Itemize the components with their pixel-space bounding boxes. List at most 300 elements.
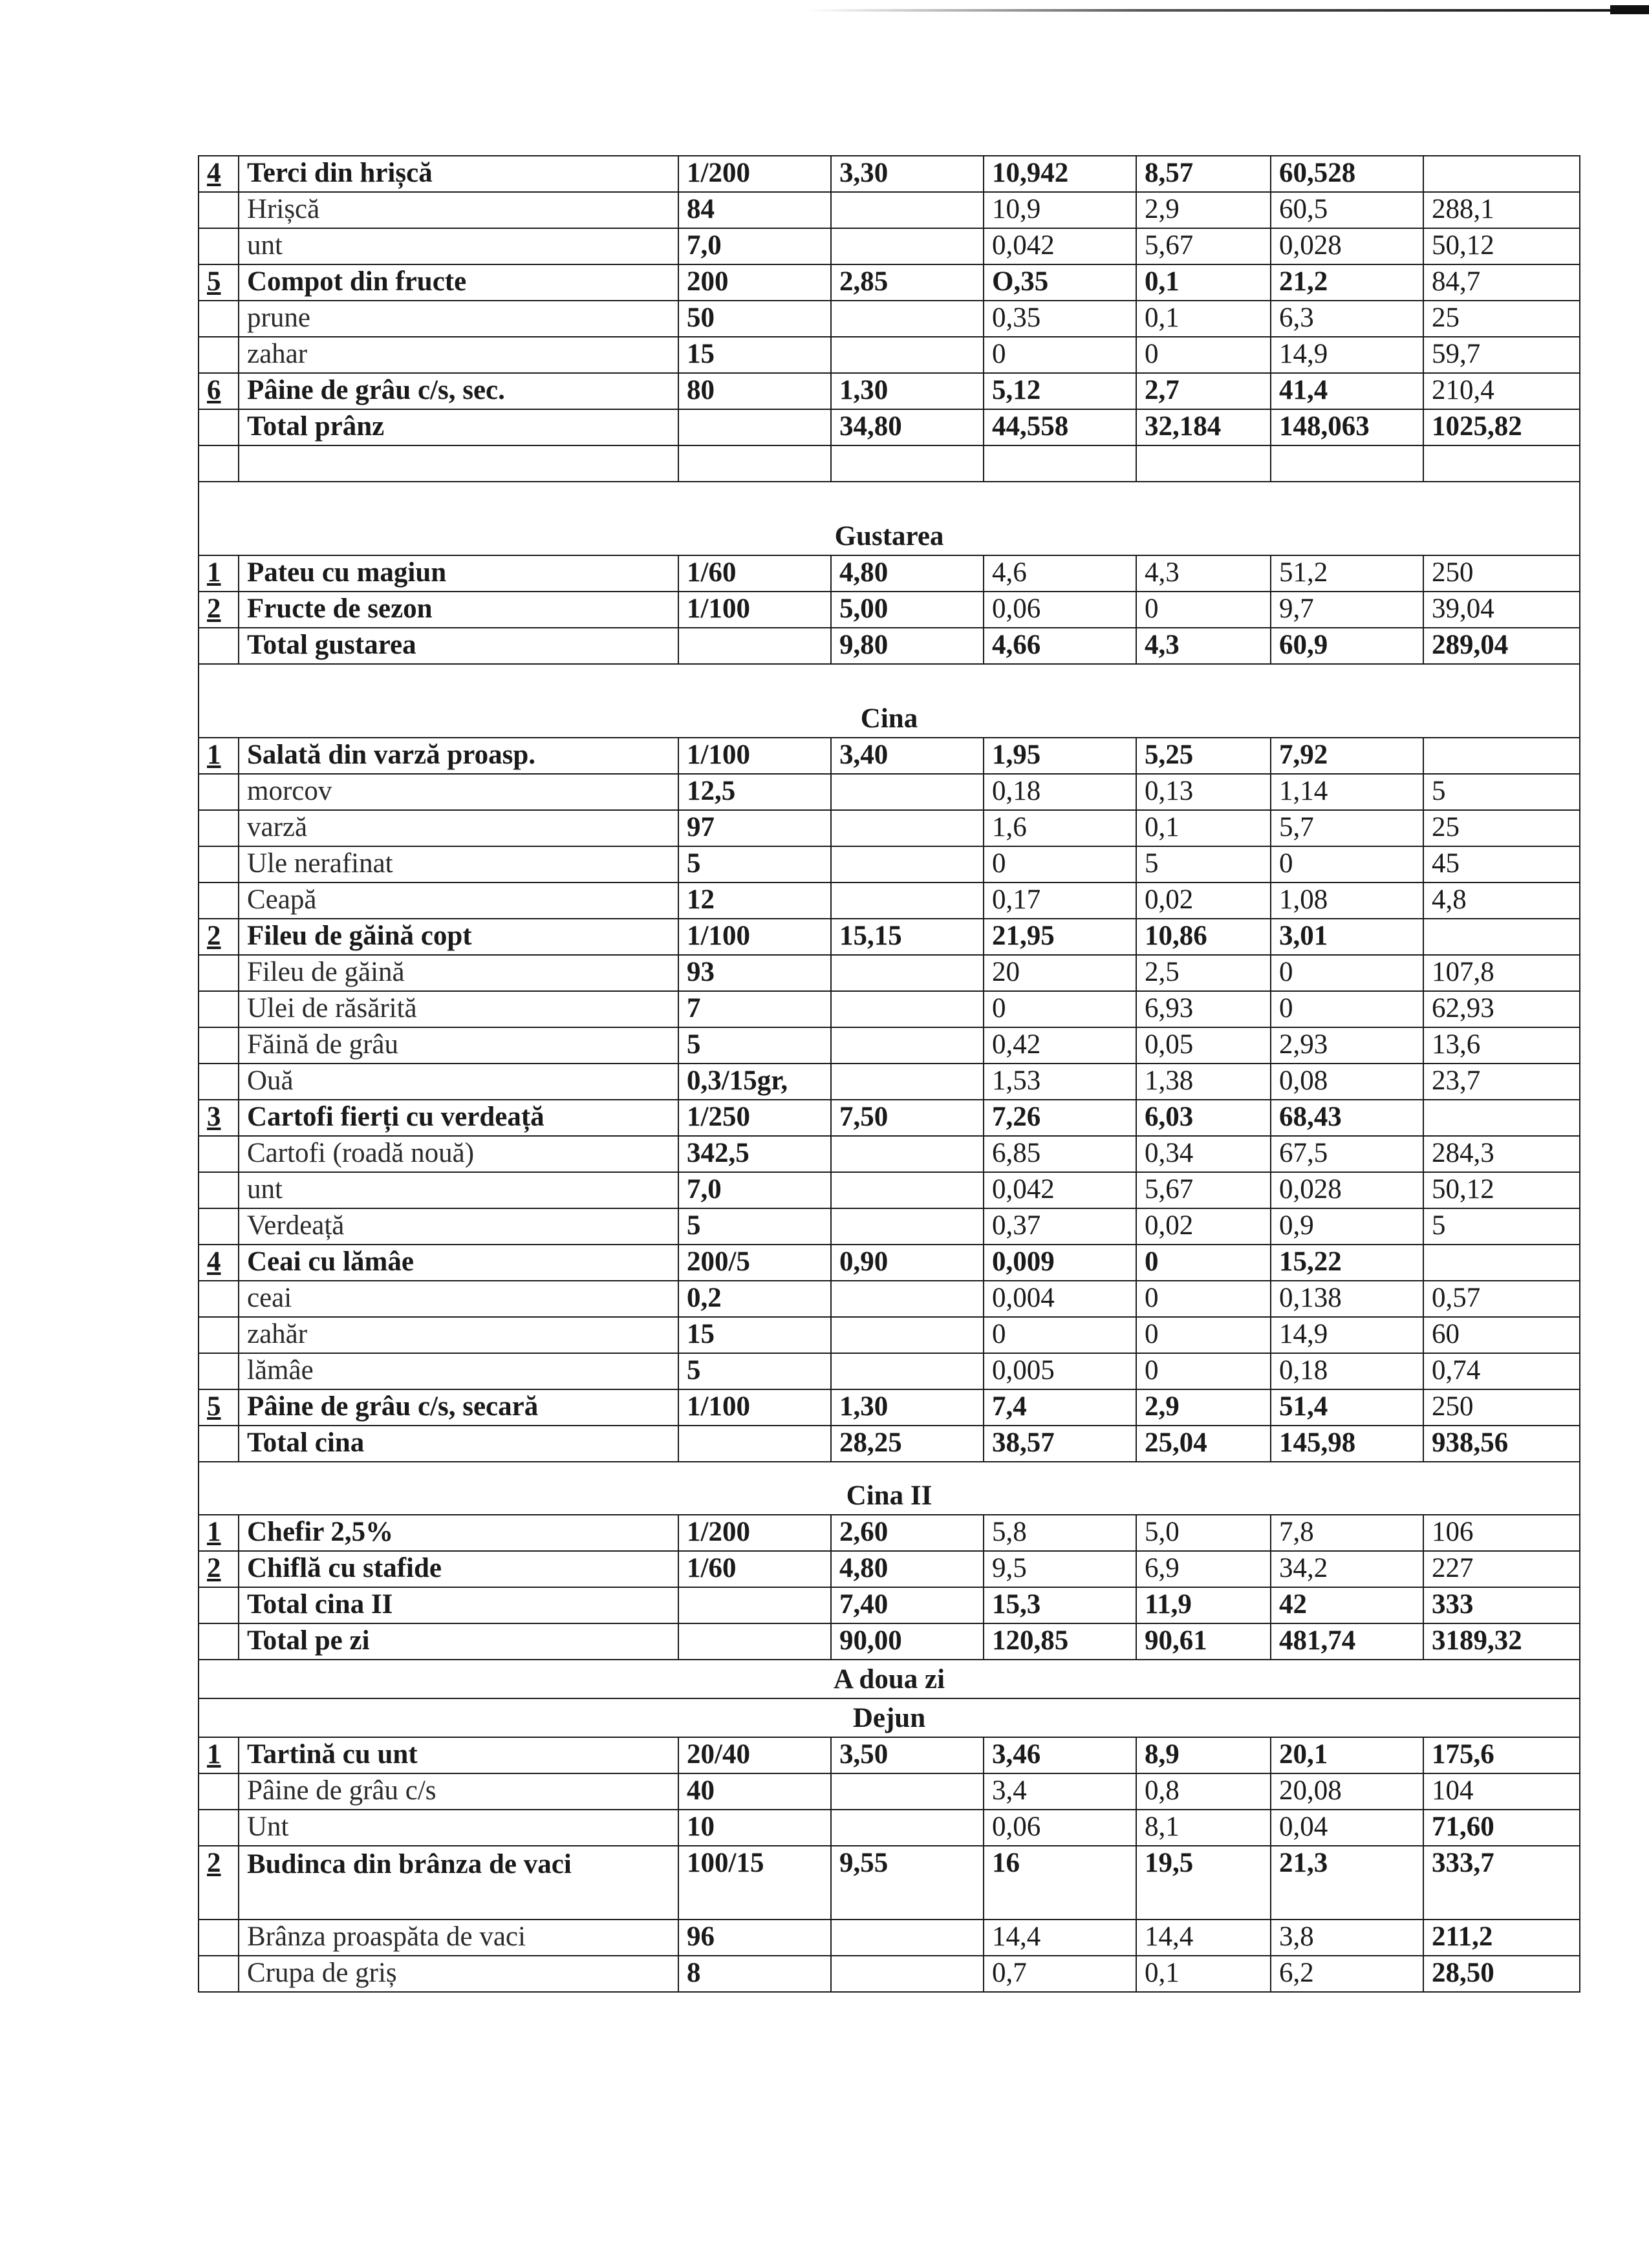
- item-name: Ulei de răsărită: [239, 991, 678, 1027]
- empty-cell: [831, 445, 984, 482]
- item-name: Pâine de grâu c/s: [239, 1773, 678, 1810]
- carbs-cell: 60,9: [1271, 628, 1423, 664]
- kcal-cell: 250: [1423, 555, 1580, 592]
- price-cell: 0,90: [831, 1245, 984, 1281]
- item-number: [199, 846, 239, 883]
- item-number: [199, 1064, 239, 1100]
- section-title: Dejun: [199, 1698, 1580, 1737]
- kcal-cell: 288,1: [1423, 192, 1580, 228]
- quantity-cell: 15: [678, 1317, 831, 1353]
- item-number: [199, 1426, 239, 1462]
- quantity-cell: 12: [678, 883, 831, 919]
- total-row: [199, 1623, 1580, 1660]
- fat-cell: 8,1: [1136, 1810, 1271, 1846]
- protein-cell: 5,8: [984, 1515, 1136, 1551]
- carbs-cell: 67,5: [1271, 1136, 1423, 1172]
- ingredient-row: [199, 1027, 1580, 1064]
- dish-row: [199, 1551, 1580, 1587]
- price-cell: [831, 1027, 984, 1064]
- item-name: varză: [239, 810, 678, 846]
- kcal-cell: 211,2: [1423, 1920, 1580, 1956]
- quantity-cell: 1/100: [678, 919, 831, 955]
- carbs-cell: 34,2: [1271, 1551, 1423, 1587]
- protein-cell: 0,17: [984, 883, 1136, 919]
- carbs-cell: 145,98: [1271, 1426, 1423, 1462]
- fat-cell: 10,86: [1136, 919, 1271, 955]
- fat-cell: 2,9: [1136, 192, 1271, 228]
- item-number: 2: [199, 919, 239, 955]
- carbs-cell: 42: [1271, 1587, 1423, 1623]
- price-cell: 3,50: [831, 1737, 984, 1773]
- quantity-cell: 96: [678, 1920, 831, 1956]
- dish-row: [199, 1515, 1580, 1551]
- price-cell: 1,30: [831, 1389, 984, 1426]
- price-cell: 15,15: [831, 919, 984, 955]
- fat-cell: 1,38: [1136, 1064, 1271, 1100]
- protein-cell: 15,3: [984, 1587, 1136, 1623]
- item-name: unt: [239, 1172, 678, 1208]
- carbs-cell: 0: [1271, 955, 1423, 991]
- kcal-cell: 104: [1423, 1773, 1580, 1810]
- quantity-cell: 20/40: [678, 1737, 831, 1773]
- protein-cell: 7,26: [984, 1100, 1136, 1136]
- protein-cell: 0,06: [984, 592, 1136, 628]
- item-number: 6: [199, 373, 239, 409]
- item-name: Salată din varză proasp.: [239, 738, 678, 774]
- quantity-cell: 200: [678, 264, 831, 301]
- protein-cell: 4,66: [984, 628, 1136, 664]
- protein-cell: 1,95: [984, 738, 1136, 774]
- fat-cell: 0,34: [1136, 1136, 1271, 1172]
- kcal-cell: 250: [1423, 1389, 1580, 1426]
- quantity-cell: 1/200: [678, 156, 831, 192]
- ingredient-row: [199, 1064, 1580, 1100]
- fat-cell: 0,05: [1136, 1027, 1271, 1064]
- price-cell: [831, 846, 984, 883]
- price-cell: 3,30: [831, 156, 984, 192]
- item-name: Brânza proaspăta de vaci: [239, 1920, 678, 1956]
- protein-cell: 21,95: [984, 919, 1136, 955]
- quantity-cell: 5: [678, 846, 831, 883]
- empty-cell: [1423, 445, 1580, 482]
- carbs-cell: 1,08: [1271, 883, 1423, 919]
- item-name: Tartină cu unt: [239, 1737, 678, 1773]
- item-number: [199, 628, 239, 664]
- item-number: [199, 774, 239, 810]
- item-name: Fructe de sezon: [239, 592, 678, 628]
- price-cell: [831, 228, 984, 264]
- fat-cell: 2,7: [1136, 373, 1271, 409]
- item-name: Verdeață: [239, 1208, 678, 1245]
- protein-cell: 0,005: [984, 1353, 1136, 1389]
- price-cell: [831, 192, 984, 228]
- quantity-cell: 10: [678, 1810, 831, 1846]
- kcal-cell: 25: [1423, 810, 1580, 846]
- fat-cell: 0,1: [1136, 264, 1271, 301]
- item-name: Chefir 2,5%: [239, 1515, 678, 1551]
- item-name: Pâine de grâu c/s, secară: [239, 1389, 678, 1426]
- protein-cell: 0: [984, 1317, 1136, 1353]
- nutrition-menu-table: [198, 155, 1580, 1993]
- dish-row: [199, 738, 1580, 774]
- kcal-cell: 0,74: [1423, 1353, 1580, 1389]
- empty-cell: [984, 445, 1136, 482]
- quantity-cell: [678, 628, 831, 664]
- fat-cell: 19,5: [1136, 1846, 1271, 1920]
- empty-cell: [678, 445, 831, 482]
- protein-cell: 14,4: [984, 1920, 1136, 1956]
- fat-cell: 5,67: [1136, 228, 1271, 264]
- item-number: [199, 1353, 239, 1389]
- protein-cell: O,35: [984, 264, 1136, 301]
- ingredient-row: [199, 228, 1580, 264]
- quantity-cell: 5: [678, 1027, 831, 1064]
- carbs-cell: 20,08: [1271, 1773, 1423, 1810]
- empty-cell: [1271, 445, 1423, 482]
- quantity-cell: 1/200: [678, 1515, 831, 1551]
- fat-cell: 2,9: [1136, 1389, 1271, 1426]
- item-number: [199, 301, 239, 337]
- carbs-cell: 0,028: [1271, 228, 1423, 264]
- item-name: zahar: [239, 337, 678, 373]
- item-name: Total prânz: [239, 409, 678, 445]
- dish-row: [199, 156, 1580, 192]
- item-name: zahăr: [239, 1317, 678, 1353]
- item-number: 2: [199, 1551, 239, 1587]
- section-title: A doua zi: [199, 1660, 1580, 1698]
- carbs-cell: 0,04: [1271, 1810, 1423, 1846]
- item-number: [199, 991, 239, 1027]
- item-number: [199, 1172, 239, 1208]
- ingredient-row: [199, 1920, 1580, 1956]
- fat-cell: 0,1: [1136, 810, 1271, 846]
- price-cell: [831, 1773, 984, 1810]
- total-row: [199, 628, 1580, 664]
- kcal-cell: 50,12: [1423, 228, 1580, 264]
- carbs-cell: 9,7: [1271, 592, 1423, 628]
- dish-row: [199, 592, 1580, 628]
- protein-cell: 0: [984, 991, 1136, 1027]
- quantity-cell: 1/250: [678, 1100, 831, 1136]
- fat-cell: 11,9: [1136, 1587, 1271, 1623]
- dish-row: [199, 373, 1580, 409]
- carbs-cell: 1,14: [1271, 774, 1423, 810]
- protein-cell: 0,35: [984, 301, 1136, 337]
- item-number: [199, 1773, 239, 1810]
- item-number: 3: [199, 1100, 239, 1136]
- item-name: Cartofi (roadă nouă): [239, 1136, 678, 1172]
- price-cell: 1,30: [831, 373, 984, 409]
- price-cell: 9,55: [831, 1846, 984, 1920]
- quantity-cell: 12,5: [678, 774, 831, 810]
- kcal-cell: 289,04: [1423, 628, 1580, 664]
- ingredient-row: [199, 846, 1580, 883]
- fat-cell: 0: [1136, 337, 1271, 373]
- price-cell: [831, 1208, 984, 1245]
- section-header-row: [199, 1698, 1580, 1737]
- item-number: 5: [199, 264, 239, 301]
- carbs-cell: 148,063: [1271, 409, 1423, 445]
- carbs-cell: 0,18: [1271, 1353, 1423, 1389]
- fat-cell: 32,184: [1136, 409, 1271, 445]
- kcal-cell: 333,7: [1423, 1846, 1580, 1920]
- carbs-cell: 481,74: [1271, 1623, 1423, 1660]
- carbs-cell: 60,5: [1271, 192, 1423, 228]
- carbs-cell: 14,9: [1271, 1317, 1423, 1353]
- item-name: lămâe: [239, 1353, 678, 1389]
- kcal-cell: 284,3: [1423, 1136, 1580, 1172]
- protein-cell: 38,57: [984, 1426, 1136, 1462]
- carbs-cell: 7,92: [1271, 738, 1423, 774]
- protein-cell: 0,042: [984, 228, 1136, 264]
- item-name: Ceai cu lămâe: [239, 1245, 678, 1281]
- item-number: 2: [199, 1846, 239, 1920]
- item-number: 1: [199, 1737, 239, 1773]
- menu-table-body: [199, 156, 1580, 1992]
- item-name: Budinca din brânza de vaci: [239, 1846, 678, 1920]
- kcal-cell: 28,50: [1423, 1956, 1580, 1992]
- quantity-cell: 50: [678, 301, 831, 337]
- protein-cell: 0,004: [984, 1281, 1136, 1317]
- carbs-cell: 5,7: [1271, 810, 1423, 846]
- total-row: [199, 1426, 1580, 1462]
- item-name: Fileu de găină: [239, 955, 678, 991]
- empty-cell: [1136, 445, 1271, 482]
- fat-cell: 6,93: [1136, 991, 1271, 1027]
- dish-row: [199, 264, 1580, 301]
- carbs-cell: 51,2: [1271, 555, 1423, 592]
- item-name: Total pe zi: [239, 1623, 678, 1660]
- item-name: Ceapă: [239, 883, 678, 919]
- carbs-cell: 15,22: [1271, 1245, 1423, 1281]
- item-number: [199, 192, 239, 228]
- item-name: Total gustarea: [239, 628, 678, 664]
- protein-cell: 0,009: [984, 1245, 1136, 1281]
- protein-cell: 6,85: [984, 1136, 1136, 1172]
- carbs-cell: 21,2: [1271, 264, 1423, 301]
- price-cell: 5,00: [831, 592, 984, 628]
- price-cell: [831, 774, 984, 810]
- item-name: Unt: [239, 1810, 678, 1846]
- ingredient-row: [199, 337, 1580, 373]
- quantity-cell: 342,5: [678, 1136, 831, 1172]
- item-number: [199, 1587, 239, 1623]
- quantity-cell: [678, 1587, 831, 1623]
- quantity-cell: 40: [678, 1773, 831, 1810]
- section-header-row: [199, 482, 1580, 555]
- kcal-cell: 4,8: [1423, 883, 1580, 919]
- ingredient-row: [199, 1281, 1580, 1317]
- fat-cell: 0: [1136, 1353, 1271, 1389]
- protein-cell: 44,558: [984, 409, 1136, 445]
- carbs-cell: 0,9: [1271, 1208, 1423, 1245]
- fat-cell: 0: [1136, 1245, 1271, 1281]
- carbs-cell: 3,01: [1271, 919, 1423, 955]
- item-name: unt: [239, 228, 678, 264]
- price-cell: 2,85: [831, 264, 984, 301]
- ingredient-row: [199, 1317, 1580, 1353]
- ingredient-row: [199, 1136, 1580, 1172]
- item-number: [199, 1317, 239, 1353]
- fat-cell: 0,02: [1136, 1208, 1271, 1245]
- quantity-cell: 5: [678, 1353, 831, 1389]
- fat-cell: 5,25: [1136, 738, 1271, 774]
- item-number: 4: [199, 156, 239, 192]
- ingredient-row: [199, 991, 1580, 1027]
- quantity-cell: 1/100: [678, 738, 831, 774]
- protein-cell: 3,46: [984, 1737, 1136, 1773]
- protein-cell: 0: [984, 337, 1136, 373]
- quantity-cell: 1/100: [678, 592, 831, 628]
- carbs-cell: 3,8: [1271, 1920, 1423, 1956]
- fat-cell: 0: [1136, 592, 1271, 628]
- carbs-cell: 68,43: [1271, 1100, 1423, 1136]
- empty-cell: [199, 445, 239, 482]
- carbs-cell: 6,3: [1271, 301, 1423, 337]
- item-name: Pâine de grâu c/s, sec.: [239, 373, 678, 409]
- quantity-cell: 200/5: [678, 1245, 831, 1281]
- item-name: Pateu cu magiun: [239, 555, 678, 592]
- fat-cell: 4,3: [1136, 555, 1271, 592]
- price-cell: [831, 1064, 984, 1100]
- quantity-cell: [678, 1426, 831, 1462]
- ingredient-row: [199, 810, 1580, 846]
- protein-cell: 7,4: [984, 1389, 1136, 1426]
- ingredient-row: [199, 1172, 1580, 1208]
- carbs-cell: 0,08: [1271, 1064, 1423, 1100]
- section-header-row: [199, 1660, 1580, 1698]
- carbs-cell: 0,138: [1271, 1281, 1423, 1317]
- protein-cell: 3,4: [984, 1773, 1136, 1810]
- item-name: Chiflă cu stafide: [239, 1551, 678, 1587]
- quantity-cell: 15: [678, 337, 831, 373]
- protein-cell: 9,5: [984, 1551, 1136, 1587]
- price-cell: 90,00: [831, 1623, 984, 1660]
- price-cell: [831, 1281, 984, 1317]
- empty-row: [199, 445, 1580, 482]
- item-name: Hrișcă: [239, 192, 678, 228]
- kcal-cell: 13,6: [1423, 1027, 1580, 1064]
- kcal-cell: 60: [1423, 1317, 1580, 1353]
- total-row: [199, 1587, 1580, 1623]
- price-cell: [831, 1353, 984, 1389]
- fat-cell: 0,1: [1136, 1956, 1271, 1992]
- fat-cell: 4,3: [1136, 628, 1271, 664]
- section-header-row: [199, 664, 1580, 738]
- item-name: Cartofi fierți cu verdeață: [239, 1100, 678, 1136]
- ingredient-row: [199, 955, 1580, 991]
- quantity-cell: 0,3/15gr,: [678, 1064, 831, 1100]
- kcal-cell: 0,57: [1423, 1281, 1580, 1317]
- price-cell: [831, 1810, 984, 1846]
- carbs-cell: 41,4: [1271, 373, 1423, 409]
- kcal-cell: 45: [1423, 846, 1580, 883]
- protein-cell: 0,42: [984, 1027, 1136, 1064]
- kcal-cell: 84,7: [1423, 264, 1580, 301]
- quantity-cell: [678, 409, 831, 445]
- price-cell: 34,80: [831, 409, 984, 445]
- dish-row: [199, 1245, 1580, 1281]
- item-name: Fileu de găină copt: [239, 919, 678, 955]
- price-cell: 9,80: [831, 628, 984, 664]
- kcal-cell: 39,04: [1423, 592, 1580, 628]
- protein-cell: 1,6: [984, 810, 1136, 846]
- fat-cell: 0: [1136, 1317, 1271, 1353]
- item-name: Făină de grâu: [239, 1027, 678, 1064]
- empty-cell: [239, 445, 678, 482]
- item-name: Ouă: [239, 1064, 678, 1100]
- item-number: [199, 228, 239, 264]
- section-title: Cina: [199, 664, 1580, 738]
- section-title: Cina II: [199, 1462, 1580, 1515]
- kcal-cell: 938,56: [1423, 1426, 1580, 1462]
- item-number: 2: [199, 592, 239, 628]
- kcal-cell: 210,4: [1423, 373, 1580, 409]
- quantity-cell: 5: [678, 1208, 831, 1245]
- fat-cell: 2,5: [1136, 955, 1271, 991]
- dish-row: [199, 919, 1580, 955]
- price-cell: [831, 301, 984, 337]
- item-number: 1: [199, 738, 239, 774]
- kcal-cell: 5: [1423, 774, 1580, 810]
- quantity-cell: 7: [678, 991, 831, 1027]
- item-name: Terci din hrișcă: [239, 156, 678, 192]
- item-number: [199, 810, 239, 846]
- item-number: [199, 1208, 239, 1245]
- scan-edge-mark: [1610, 5, 1649, 14]
- protein-cell: 0,7: [984, 1956, 1136, 1992]
- ingredient-row: [199, 1773, 1580, 1810]
- fat-cell: 25,04: [1136, 1426, 1271, 1462]
- item-number: [199, 1920, 239, 1956]
- protein-cell: 16: [984, 1846, 1136, 1920]
- item-number: 4: [199, 1245, 239, 1281]
- quantity-cell: 100/15: [678, 1846, 831, 1920]
- ingredient-row: [199, 774, 1580, 810]
- kcal-cell: 175,6: [1423, 1737, 1580, 1773]
- item-name: Crupa de griș: [239, 1956, 678, 1992]
- price-cell: [831, 991, 984, 1027]
- item-number: [199, 1810, 239, 1846]
- price-cell: [831, 1317, 984, 1353]
- protein-cell: 5,12: [984, 373, 1136, 409]
- kcal-cell: [1423, 1100, 1580, 1136]
- price-cell: 7,50: [831, 1100, 984, 1136]
- kcal-cell: 106: [1423, 1515, 1580, 1551]
- price-cell: [831, 337, 984, 373]
- protein-cell: 120,85: [984, 1623, 1136, 1660]
- kcal-cell: 50,12: [1423, 1172, 1580, 1208]
- carbs-cell: 20,1: [1271, 1737, 1423, 1773]
- fat-cell: 5,67: [1136, 1172, 1271, 1208]
- dish-row: [199, 1737, 1580, 1773]
- kcal-cell: 227: [1423, 1551, 1580, 1587]
- item-number: [199, 1623, 239, 1660]
- dish-row: [199, 1389, 1580, 1426]
- protein-cell: 1,53: [984, 1064, 1136, 1100]
- price-cell: 4,80: [831, 555, 984, 592]
- ingredient-row: [199, 1208, 1580, 1245]
- carbs-cell: 0: [1271, 846, 1423, 883]
- protein-cell: 0: [984, 846, 1136, 883]
- price-cell: [831, 1956, 984, 1992]
- quantity-cell: 97: [678, 810, 831, 846]
- quantity-cell: 7,0: [678, 228, 831, 264]
- price-cell: [831, 1920, 984, 1956]
- quantity-cell: 7,0: [678, 1172, 831, 1208]
- item-number: 1: [199, 1515, 239, 1551]
- item-number: [199, 1136, 239, 1172]
